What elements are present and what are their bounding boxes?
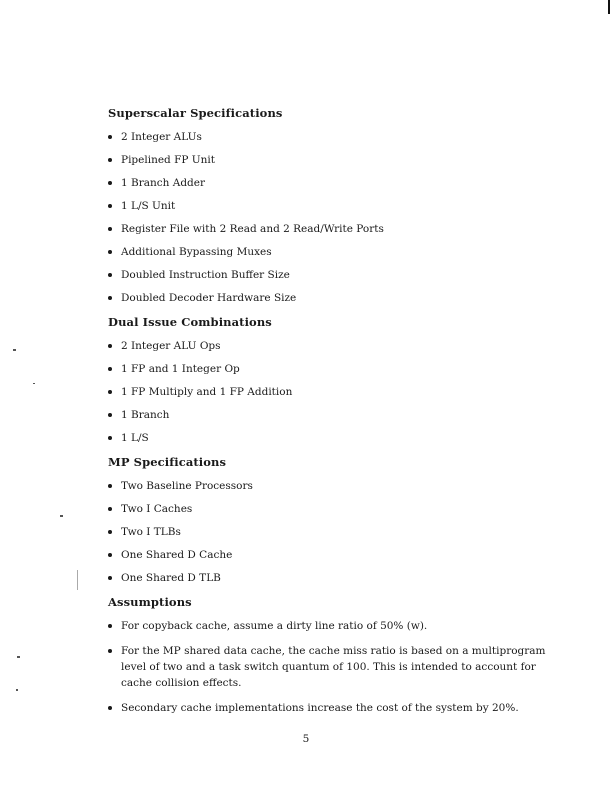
bullet-icon [108,367,112,371]
edge-mark [608,0,610,14]
bullet-icon [108,204,112,208]
list-item-text: Doubled Instruction Buffer Size [121,269,290,281]
bullet-icon [108,158,112,162]
scan-dot [60,515,63,517]
list-item-text: Two Baseline Processors [121,480,253,492]
list-item-text: Pipelined FP Unit [121,154,215,166]
bullet-icon [108,413,112,417]
list-item-text: 1 L/S Unit [121,200,176,212]
scan-dot [13,349,16,351]
section-heading: Superscalar Specifications [108,106,283,120]
bullet-icon [108,624,112,628]
list-item [108,361,548,377]
list-item-text: Register File with 2 Read and 2 Read/Write Ports [121,223,384,235]
list-item-text: Doubled Decoder Hardware Size [121,292,297,304]
bullet-icon [108,484,112,488]
list-item-text: 1 L/S [121,432,149,444]
list-item [108,290,548,306]
bullet-icon [108,507,112,511]
bullet-icon [108,553,112,557]
list-item [108,618,548,634]
list-item-text: 1 FP and 1 Integer Op [121,363,240,375]
section-dual-issue-combinations [108,313,548,446]
section-mp-specifications [108,453,548,586]
scan-dot [17,656,20,658]
list-item-text: 1 Branch [121,409,170,421]
bullet-icon [108,181,112,185]
list-item-text: For the MP shared data cache, the cache miss ratio is based on a multiprogram level of two and a task switch quantum of 100. This is intended to account for cache collision effects. [121,645,546,689]
bullet-icon [108,390,112,394]
bullet-list [108,129,548,306]
list-item [108,244,548,260]
list-item-text: Two I TLBs [121,526,181,538]
bullet-icon [108,227,112,231]
section-superscalar-specifications [108,104,548,306]
document-body [108,104,548,725]
bullet-icon [108,296,112,300]
bullet-icon [108,135,112,139]
scan-dot [77,570,78,590]
bullet-icon [108,530,112,534]
list-item-text: 1 Branch Adder [121,177,206,189]
list-item-text: 2 Integer ALUs [121,131,202,143]
bullet-icon [108,649,112,653]
page-number: 5 [302,733,310,745]
section-heading: Dual Issue Combinations [108,315,272,329]
bullet-icon [108,576,112,580]
list-item [108,175,548,191]
list-item [108,267,548,283]
list-item [108,338,548,354]
list-item [108,407,548,423]
list-item [108,152,548,168]
bullet-icon [108,250,112,254]
section-assumptions [108,593,548,716]
bullet-list [108,618,548,716]
list-item [108,430,548,446]
bullet-list [108,338,548,446]
list-item-text: Additional Bypassing Muxes [121,246,272,258]
bullet-icon [108,344,112,348]
list-item-text: Two I Caches [121,503,193,515]
bullet-icon [108,706,112,710]
list-item [108,478,548,494]
scan-dot [16,689,18,691]
section-heading: MP Specifications [108,455,227,469]
list-item-text: For copyback cache, assume a dirty line ratio of 50% (w). [121,620,428,632]
list-item-text: One Shared D TLB [121,572,221,584]
list-item [108,198,548,214]
section-heading: Assumptions [108,595,192,609]
list-item [108,129,548,145]
list-item-text: One Shared D Cache [121,549,233,561]
scan-dot [33,383,35,384]
list-item [108,570,548,586]
list-item-text: 1 FP Multiply and 1 FP Addition [121,386,293,398]
list-item [108,384,548,400]
list-item [108,700,548,716]
list-item [108,221,548,237]
list-item-text: Secondary cache implementations increase the cost of the system by 20%. [121,702,519,714]
list-item-text: 2 Integer ALU Ops [121,340,221,352]
list-item [108,643,548,691]
bullet-icon [108,436,112,440]
bullet-icon [108,273,112,277]
bullet-list [108,478,548,586]
list-item [108,524,548,540]
list-item [108,547,548,563]
list-item [108,501,548,517]
